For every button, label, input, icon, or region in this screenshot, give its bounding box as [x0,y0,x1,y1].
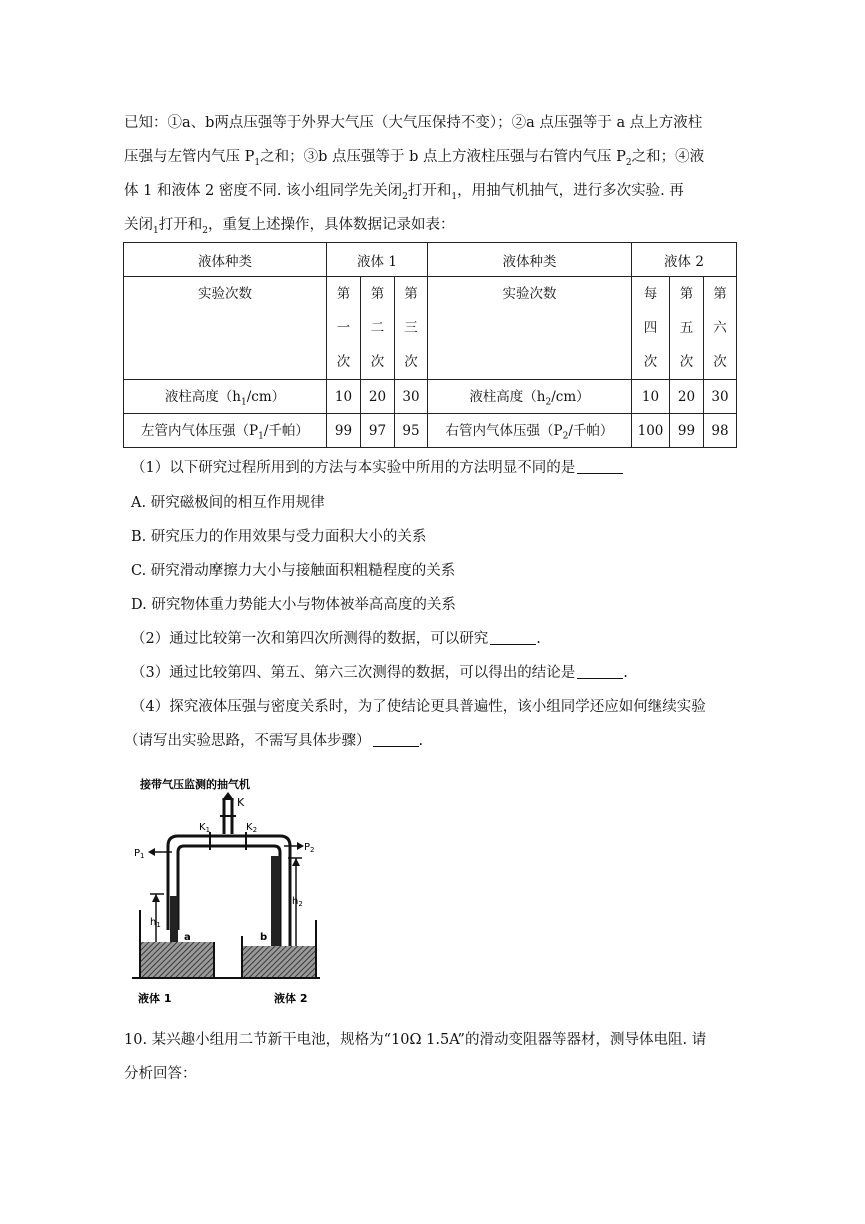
intro-text: ，用抽气机抽气，进行多次实验. 再 [457,183,684,199]
table-cell: 99 [327,414,361,448]
header-cell: 液体种类 [428,243,632,277]
table-cell: 第 六 次 [704,277,737,380]
table-cell: 第 五 次 [670,277,704,380]
answer-blank [490,630,536,645]
table-cell: 97 [361,414,395,448]
intro-text: 打开和 [158,217,203,233]
subscript: 2 [202,225,208,236]
valve-k1-label: $K_1$ [199,822,211,834]
h1-label: $h_1$ [150,917,161,929]
table-row [124,380,737,414]
period: . [418,733,424,749]
table-row [124,243,737,277]
intro-line-2 [124,145,704,168]
intro-line-3 [124,179,684,202]
table-cell: 第 三 次 [395,277,428,380]
valve-k-label: K [237,796,245,809]
right-arrow-icon [297,842,304,850]
subscript: 2 [402,191,408,202]
question-text: （3）通过比较第四、第五、第六三次测得的数据，可以得出的结论是 [131,665,576,681]
table-cell: 95 [395,414,428,448]
liquid-1-beaker [140,942,214,978]
answer-blank [577,664,623,679]
subscript: 1 [451,191,458,202]
table-cell: 第 一 次 [327,277,361,380]
subscript: 2 [625,157,632,168]
table-cell: 液柱高度$(h_2/cm)$ [428,380,632,414]
question-4-line-1: （4）探究液体压强与密度关系时，为了使结论更具普遍性，该小组同学还应如何继续实验 [131,699,706,715]
option-c: C. 研究滑动摩擦力大小与接触面积粗糙程度的关系 [131,563,456,579]
up-arrow-icon [152,894,160,902]
header-cell: 液体 2 [632,243,737,277]
valve-k2-label: $K_2$ [246,822,258,834]
table-row [124,277,737,380]
intro-text: 之和；③b 点压强等于 b 点上方液柱压强与右管内气压 P [260,149,626,165]
liquid-column-1 [170,896,178,942]
data-table [123,242,737,448]
point-b-label: b [260,932,268,943]
subscript: 1 [153,225,159,236]
intro-text: 体 1 和液体 2 密度不同. 该小组同学先关闭 [124,183,403,199]
question-text: （1）以下研究过程所用到的方法与本实验中所用的方法明显不同的是 [131,460,576,476]
period: . [623,665,628,681]
question-3 [131,661,628,682]
table-cell: 右管内气体压强（$P_2/$千帕） [428,414,632,448]
table-cell: 100 [632,414,670,448]
question-4-line-2 [124,729,423,750]
table-cell: 20 [361,380,395,414]
h2-label: $h_2$ [292,896,303,908]
option-d: D. 研究物体重力势能大小与物体被举高高度的关系 [131,597,456,613]
option-b: B. 研究压力的作用效果与受力面积大小的关系 [131,529,427,545]
intro-line-4 [124,213,454,236]
problem-10-line-1: 10. 某兴趣小组用二节新干电池，规格为“10Ω 1.5A”的滑动变阻器等器材，测导体电阻. 请 [124,1032,707,1048]
period: . [536,631,541,647]
table-cell: 左管内气体压强（$P_1/$千帕） [124,414,327,448]
intro-text: 压强与左管内气压 P [124,149,255,165]
p1-label: $P_1$ [134,848,145,860]
up-arrow-icon [222,792,234,800]
table-cell: 每 四 次 [632,277,670,380]
question-1 [131,456,623,477]
question-text: （2）通过比较第一次和第四次所测得的数据，可以研究 [131,631,489,647]
subscript: 1 [254,157,261,168]
left-arrow-icon [148,848,155,856]
problem-10-line-2: 分析回答： [124,1066,197,1082]
table-cell: 30 [704,380,737,414]
option-a: A. 研究磁极间的相互作用规律 [131,495,325,511]
intro-text: 已知：①a、b两点压强等于外界大气压（大气压保持不变）；②a 点压强等于 a 点上方液柱 [124,115,703,131]
diagram-title: 接带气压监测的抽气机 [140,778,250,791]
table-cell: 10 [327,380,361,414]
answer-blank [373,732,419,747]
table-cell: 第 二 次 [361,277,395,380]
intro-text: 之和；④液 [631,149,705,165]
table-cell: 20 [670,380,704,414]
table-cell: 实验次数 [428,277,632,380]
intro-text: 打开和 [407,183,452,199]
table-cell: 实验次数 [124,277,327,380]
table-row [124,414,737,448]
intro-line-1 [124,111,702,132]
table-cell: 99 [670,414,704,448]
intro-text: 关闭 [124,217,153,233]
header-cell: 液体 1 [327,243,428,277]
question-2 [131,627,541,648]
point-a-label: a [184,932,191,943]
table-cell: 98 [704,414,737,448]
table-cell: 10 [632,380,670,414]
header-cell: 液体种类 [124,243,327,277]
p2-label: $P_2$ [304,842,315,854]
liquid-2-label: 液体 2 [274,992,308,1005]
liquid-1-label: 液体 1 [138,992,172,1005]
table-cell: 30 [395,380,428,414]
liquid-2-beaker [242,946,316,978]
answer-blank [577,459,623,474]
up-arrow-icon [292,858,300,866]
apparatus-diagram [128,770,324,1014]
table-cell: 液柱高度$(h_1/cm)$ [124,380,327,414]
question-text: （请写出实验思路，不需写具体步骤） [124,733,371,749]
intro-text: ，重复上述操作，具体数据记录如表： [207,217,455,233]
